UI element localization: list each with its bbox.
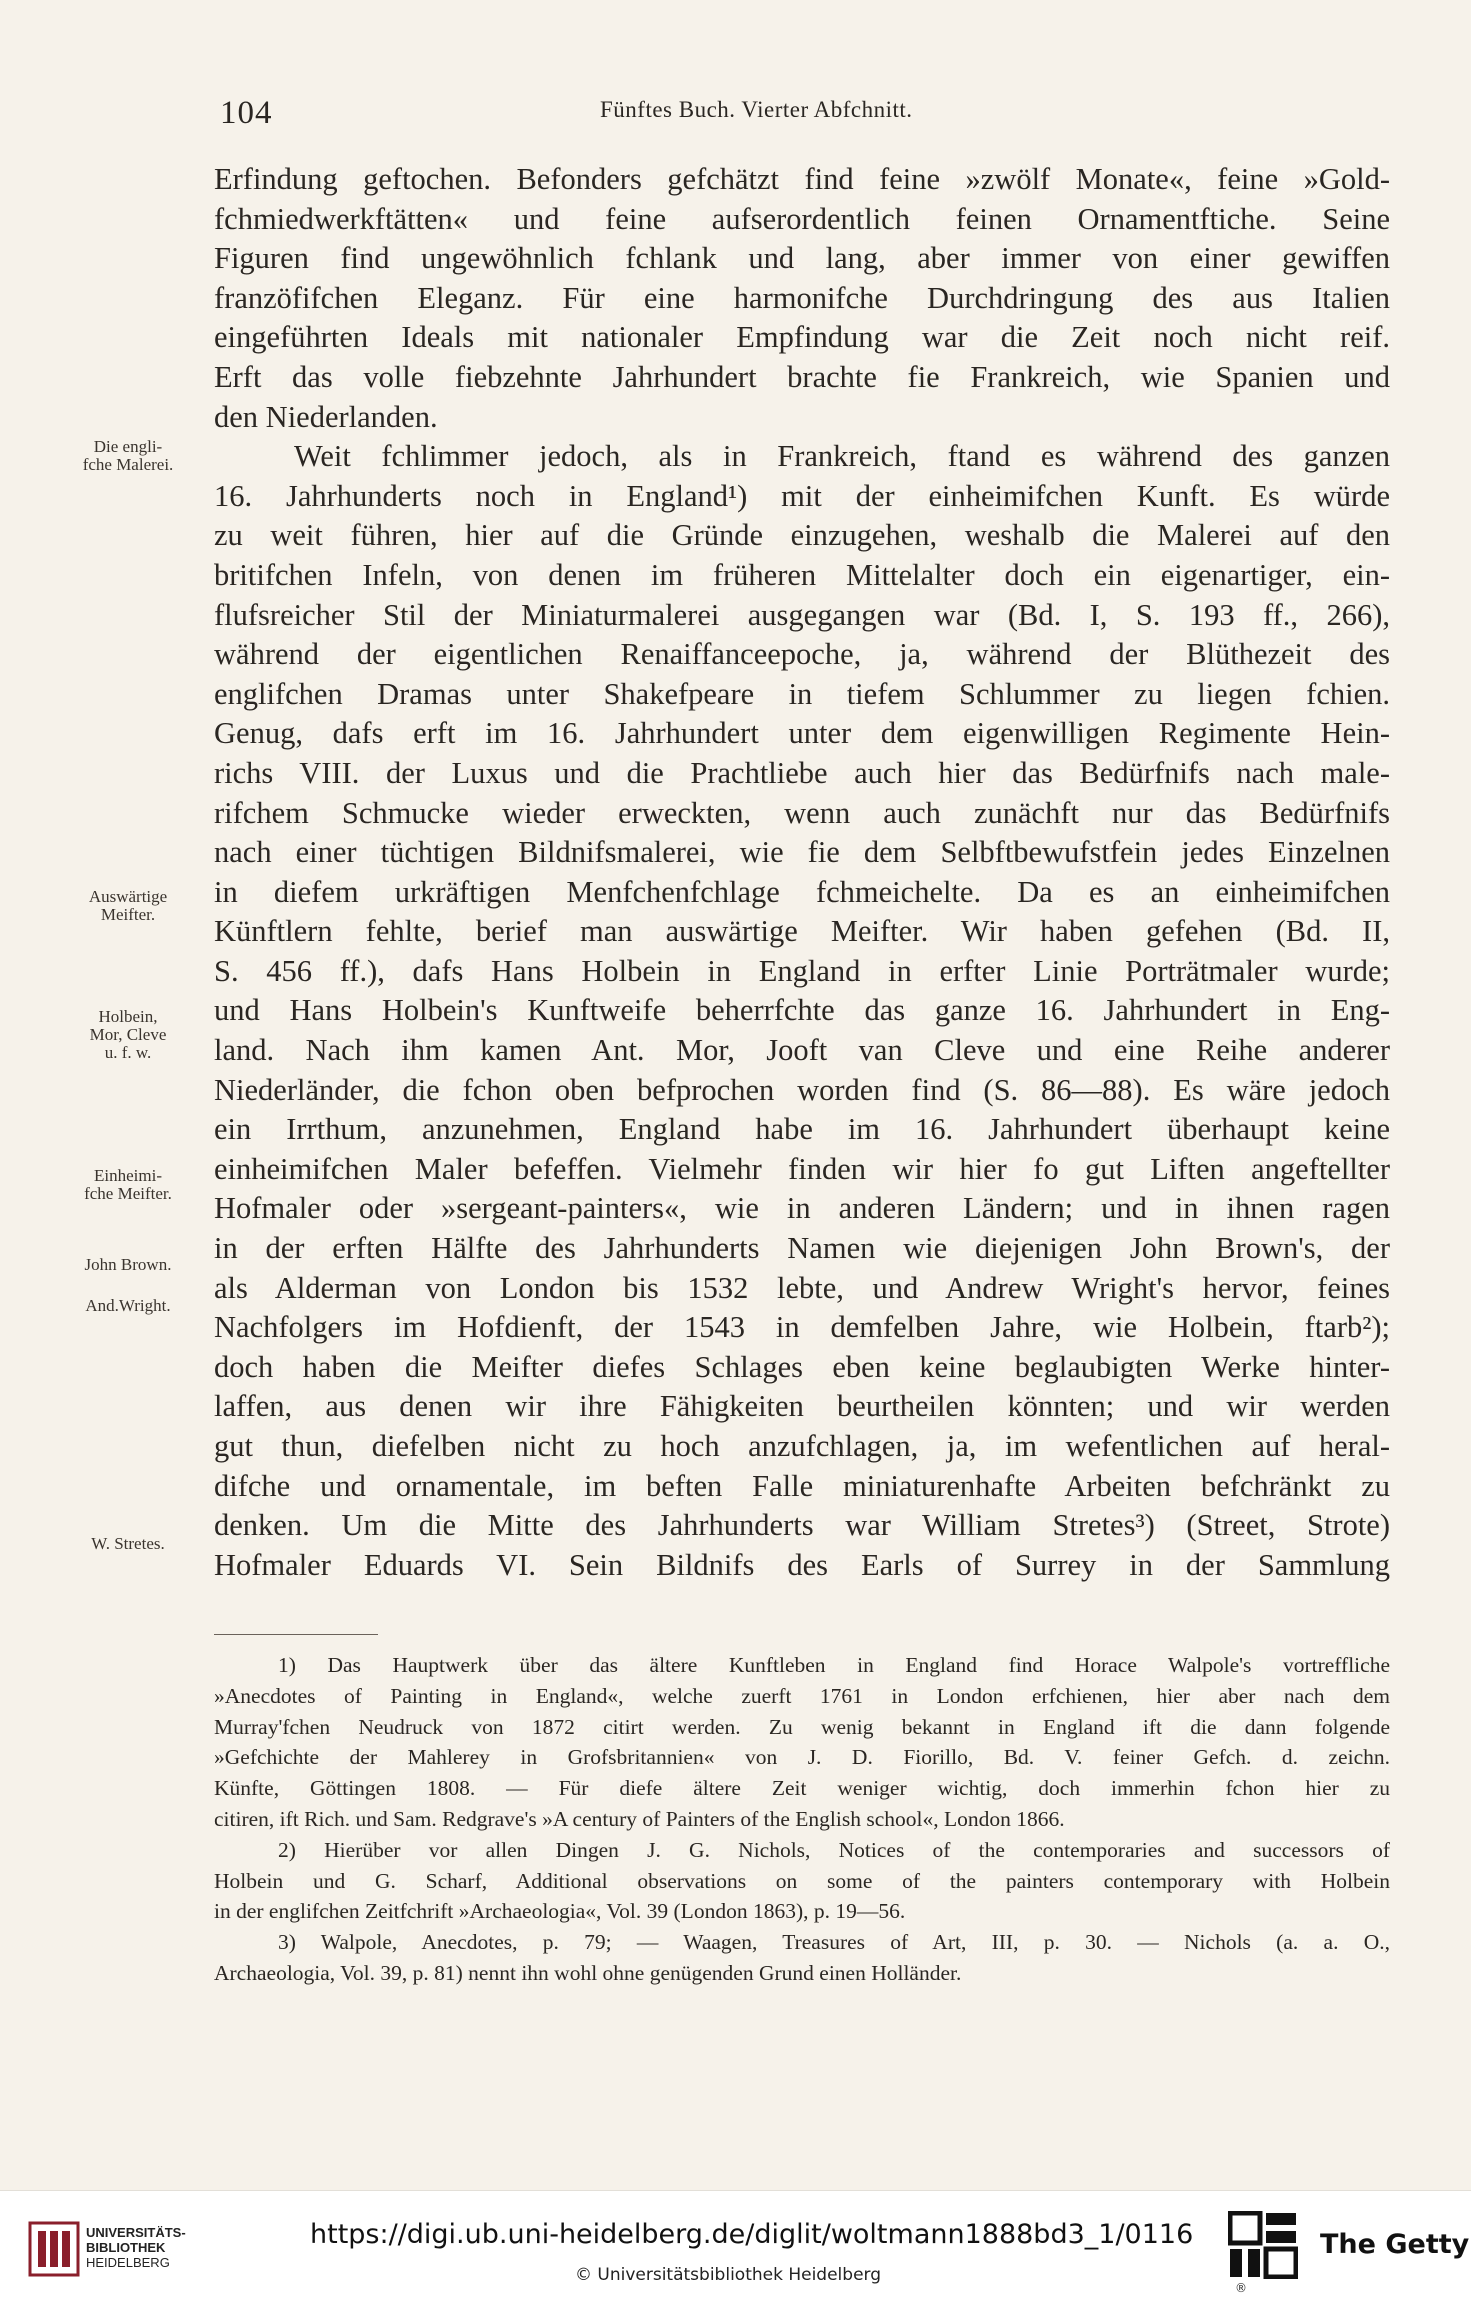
marginal-note-foreign-masters: Auswärtige Meifter. [88,887,168,924]
text-line: nach einer tüchtigen Bildnifsmalerei, wie fie dem Selbftbewufstfein jedes Einzelnen [214,835,1390,870]
running-head: Fünftes Buch. Vierter Abfchnitt. [600,97,913,122]
text-line: britifchen Infeln, von denen im früheren Mittelalter doch ein eigenartiger, ein- [214,557,1390,592]
footnotes [214,1650,1390,1989]
footnote-line: 3) Walpole, Anecdotes, p. 79; — Waagen, Treasures of Art, III, p. 30. — Nichols (a. a. O., [278,1930,1390,1955]
marginal-note-native-masters: Einheimi- fche Meifter. [84,1166,172,1203]
main-text [214,160,1390,1585]
text-line: difche und ornamentale, im beften Falle miniaturenhafte Arbeiten befchränkt zu [214,1468,1390,1503]
footnote-line: in der englifchen Zeitfchrift »Archaeologia«, Vol. 39 (London 1863), p. 19—56. [214,1899,906,1924]
text-line: und Hans Holbein's Kunftweife beherrfchte das ganze 16. Jahrhundert in Eng- [214,993,1390,1028]
text-line: zu weit führen, hier auf die Gründe einzugehen, weshalb die Malerei auf den [214,518,1390,553]
text-line: eingeführten Ideals mit nationaler Empfindung war die Zeit noch nicht reif. [214,320,1390,355]
footnote-line: »Anecdotes of Painting in England«, welche zuerft 1761 in London erfchienen, hier aber nach dem [214,1683,1390,1708]
text-line: land. Nach ihm kamen Ant. Mor, Jooft van Cleve und eine Reihe anderer [214,1033,1390,1068]
text-line: laffen, aus denen wir ihre Fähigkeiten beurtheilen könnten; und wir werden [214,1389,1390,1424]
text-line: franzöfifchen Eleganz. Für eine harmonifche Durchdringung des aus Italien [214,280,1390,315]
text-line: ein Irrthum, anzunehmen, England habe im 16. Jahrhundert überhaupt keine [214,1112,1390,1147]
footnote-line: Holbein und G. Scharf, Additional observations on some of the painters contemporary with Holbein [214,1868,1390,1893]
text-line: 16. Jahrhunderts noch in England¹) mit der einheimifchen Kunft. Es würde [214,478,1390,513]
digitization-footer [0,2190,1471,2307]
text-line: während der eigentlichen Renaiffanceepoche, ja, während der Blüthezeit des [214,637,1390,672]
marginal-note-holbein: Holbein, Mor, Cleve u. f. w. [89,1007,167,1062]
footnote-line: citiren, ift Rich. und Sam. Redgrave's »A century of Painters of the English school«, London 1866. [214,1806,1065,1831]
text-line: richs VIII. der Luxus und die Prachtliebe auch hier das Bedürfnifs nach male- [214,755,1390,790]
marginal-note-w-stretes: W. Stretes. [91,1534,165,1553]
university-library-logo-icon [28,2221,80,2277]
text-line: Genug, dafs erft im 16. Jahrhundert unter dem eigenwilligen Regimente Hein- [214,716,1390,751]
footnote-line: 1) Das Hauptwerk über das ältere Kunftleben in England find Horace Walpole's vortreffliche [278,1653,1390,1677]
page-number: 104 [220,95,273,131]
text-line: englifchen Dramas unter Shakefpeare in tiefem Schlummer zu liegen fchien. [214,676,1390,711]
page-header [0,95,1471,135]
copyright-notice: © Universitätsbibliothek Heidelberg [575,2265,882,2285]
registered-mark: ® [1235,2281,1247,2295]
footnote-line: »Gefchichte der Mahlerey in Grofsbritannien« von J. D. Fiorillo, Bd. V. feiner Gefch. d. zeichn. [214,1745,1390,1770]
text-line: Hofmaler Eduards VI. Sein Bildnifs des Earls of Surrey in der Sammlung [214,1547,1390,1582]
text-line: in der erften Hälfte des Jahrhunderts Namen wie diejenigen John Brown's, der [214,1231,1390,1266]
text-line: Hofmaler oder »sergeant-painters«, wie in anderen Ländern; und in ihnen ragen [214,1191,1390,1226]
text-line: einheimifchen Maler befeffen. Vielmehr finden wir hier fo gut Liften angeftellter [214,1151,1390,1186]
marginal-note-john-brown: John Brown. [84,1255,172,1274]
footnote-line: Künfte, Göttingen 1808. — Für diefe ältere Zeit weniger wichtig, doch immerhin fchon hier zu [214,1776,1390,1801]
getty-name: The Getty [1320,2229,1470,2260]
footnote-line: 2) Hierüber vor allen Dingen J. G. Nichols, Notices of the contemporaries and successors of [278,1837,1390,1862]
text-line: Weit fchlimmer jedoch, als in Frankreich, ftand es während des ganzen [294,439,1390,474]
footnote-line: Murray'fchen Neudruck von 1872 citirt werden. Zu wenig bekannt in England ift die dann folgende [214,1714,1390,1739]
text-line: gut thun, diefelben nicht zu hoch anzufchlagen, ja, im wefentlichen auf heral- [214,1429,1390,1463]
marginal-note-andrew-wright: And.Wright. [85,1296,171,1315]
text-line: Nachfolgers im Hofdienft, der 1543 in demfelben Jahre, wie Holbein, ftarb²); [214,1310,1390,1345]
footnote-line: Archaeologia, Vol. 39, p. 81) nennt ihn wohl ohne genügenden Grund einen Holländer. [214,1960,962,1985]
text-line: Figuren find ungewöhnlich fchlank und lang, aber immer von einer gewiffen [214,241,1390,276]
library-name: UNIVERSITÄTS- BIBLIOTHEK HEIDELBERG [86,2225,186,2270]
text-line: fchmiedwerkftätten« und feine aufserordentlich feinen Ornamentftiche. Seine [214,201,1390,236]
text-line: in diefem urkräftigen Menfchenfchlage fchmeichelte. Da es an einheimifchen [214,874,1390,909]
text-line: den Niederlanden. [214,399,438,434]
text-line: rifchem Schmucke wieder erweckten, wenn auch zunächft nur das Bedürfnifs [214,795,1390,830]
text-line: Erfindung geftochen. Befonders gefchätzt find feine »zwölf Monate«, feine »Gold- [214,162,1390,196]
text-line: als Alderman von London bis 1532 lebte, und Andrew Wright's hervor, feines [214,1270,1390,1305]
text-line: denken. Um die Mitte des Jahrhunderts war William Stretes³) (Street, Strote) [214,1508,1390,1543]
marginal-note-english-painting: Die engli- fche Malerei. [82,437,174,474]
text-line: flufsreicher Stil der Miniaturmalerei ausgegangen war (Bd. I, S. 193 ff., 266), [214,597,1390,632]
footnote-separator [214,1634,378,1635]
permalink-url[interactable]: https://digi.ub.uni-heidelberg.de/diglit/woltmann1888bd3_1/0116 [310,2219,1194,2250]
getty-logo-icon [1228,2211,1298,2279]
text-line: Künftlern fehlte, berief man auswärtige Meifter. Wir haben gefehen (Bd. II, [214,914,1390,949]
text-line: Niederländer, die fchon oben befprochen worden find (S. 86—88). Es wäre jedoch [214,1072,1390,1107]
text-line: S. 456 ff.), dafs Hans Holbein in England in erfter Linie Porträtmaler wurde; [214,953,1390,988]
text-line: Erft das volle fiebzehnte Jahrhundert brachte fie Frankreich, wie Spanien und [214,359,1390,394]
text-line: doch haben die Meifter diefes Schlages eben keine beglaubigten Werke hinter- [214,1349,1390,1384]
